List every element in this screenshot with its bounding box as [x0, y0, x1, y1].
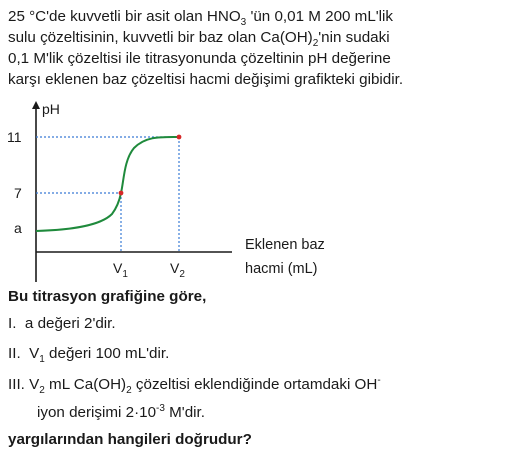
y-tick-a: a [14, 220, 22, 236]
statement-3-continuation: iyon derişimi $2\cdot 10^{-3}$ M'dir. [37, 402, 205, 421]
question-lead: Bu titrasyon grafiğine göre, [8, 288, 207, 305]
v2-point-marker [177, 135, 182, 140]
intro-line-2: sulu çözeltisinin, kuvvetli bir baz olan $Ca(OH)_2'nin$ sudaki [8, 29, 390, 50]
x-axis-label-line1: Eklenen baz [245, 237, 325, 253]
statement-3: III. $V_2$ mL $Ca(OH)_2$ çözeltisi eklendiğinde ortamdaki OH- [8, 374, 381, 397]
x-tick-v2: $V_2$ [170, 260, 185, 280]
intro-line-1: 25 °C'de kuvvetli bir asit olan $HNO_3$ 'ün 0,01 M 200 mL'lik [8, 8, 394, 29]
statement-2: II. $V_1$ değeri 100 mL'dir. [8, 345, 170, 366]
y-tick-7: 7 [14, 185, 22, 201]
y-axis-arrow [32, 101, 40, 109]
y-axis-label: pH [42, 101, 60, 117]
x-axis-label-line2: hacmi (mL) [245, 261, 318, 277]
intro-line-4: karşı eklenen baz çözeltisi hacmi değişimi grafikteki gibidir. [8, 71, 404, 88]
statement-1: I. a değeri 2'dir. [8, 315, 116, 332]
titration-curve [36, 137, 179, 231]
question-prompt: yargılarından hangileri doğrudur? [8, 431, 252, 448]
intro-line-3: 0,1 M'lik çözeltisi ile titrasyonunda çözeltinin pH değerine [8, 50, 391, 67]
x-tick-v1: $V_1$ [113, 260, 128, 280]
y-tick-11: 11 [7, 129, 22, 145]
equivalence-point-marker [119, 191, 124, 196]
